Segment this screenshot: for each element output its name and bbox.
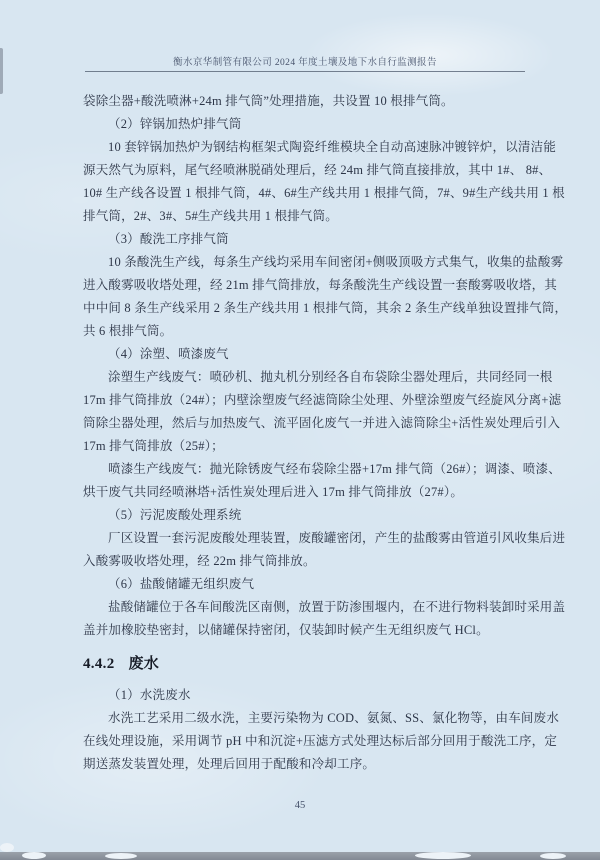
text-line: 入酸雾吸收塔处理，经 22m 排气筒排放。: [83, 554, 316, 568]
scan-edge-bottom: [0, 852, 600, 860]
scan-spot: [105, 853, 137, 859]
text-line: 在线处理设施，采用调节 pH 中和沉淀+压滤方式处理达标后部分回用于酸洗工序，定: [83, 734, 558, 748]
text-line: 水洗工艺采用二级水洗，主要污染物为 COD、氨氮、SS、氯化物等，由车间废水: [108, 711, 560, 725]
text-line: （1）水洗废水: [108, 688, 191, 702]
section-heading: [83, 652, 530, 676]
text-line: 10 条酸洗生产线，每条生产线均采用车间密闭+侧吸顶吸方式集气，收集的盐酸雾: [108, 255, 564, 269]
text-line: 源天然气为原料，尾气经喷淋脱硝处理后，经 24m 排气筒直接排放，其中 1#、 8#、: [83, 163, 552, 177]
page-header-title: 衡水京华制管有限公司 2024 年度土壤及地下水自行监测报告: [173, 58, 437, 68]
text-line: （2）锌锅加热炉排气筒: [108, 117, 242, 131]
text-line: 10 套锌锅加热炉为钢结构框架式陶瓷纤维模块全自动高速脉冲镀锌炉，以清洁能: [108, 140, 557, 154]
text-line: 期送蒸发装置处理，处理后回用于配酸和冷却工序。: [83, 757, 376, 771]
section-heading-label: 废水: [128, 655, 160, 672]
page-number: 45: [294, 800, 306, 811]
text-line: 17m 排气筒排放（25#）；: [83, 439, 224, 453]
text-line: 烘干废气共同经喷淋塔+活性炭处理后进入 17m 排气筒排放（27#）。: [83, 485, 464, 499]
scan-spot: [22, 852, 46, 859]
text-line: （5）污泥废酸处理系统: [108, 508, 242, 522]
scan-spot: [415, 852, 471, 859]
scan-spot: [0, 843, 14, 852]
text-line: 厂区设置一套污泥废酸处理装置，废酸罐密闭，产生的盐酸雾由管道引风收集后进: [108, 531, 566, 545]
text-line: 盐酸储罐位于各车间酸洗区南侧，放置于防渗围堰内，在不进行物料装卸时采用盖: [108, 600, 566, 614]
section-heading-number: 4.4.2: [83, 656, 115, 672]
text-line: （6）盐酸储罐无组织废气: [108, 577, 255, 591]
document-body: [83, 90, 568, 776]
text-line: 17m 排气筒排放（24#）；内壁涂塑废气经滤筒除尘处理、外壁涂塑废气经旋风分离+滤: [83, 393, 562, 407]
text-line: 排气筒，2#、3#、5#生产线共用 1 根排气筒。: [83, 209, 339, 223]
text-line: 共 6 根排气筒。: [83, 324, 173, 338]
text-line: 涂塑生产线废气：喷砂机、抛丸机分别经各自布袋除尘器处理后，共同经同一根: [108, 370, 553, 384]
header-rule-line: [85, 71, 525, 72]
scan-spot: [540, 853, 566, 859]
text-line: （4）涂塑、喷漆废气: [108, 347, 229, 361]
text-line: 中中间 8 条生产线采用 2 条生产线共用 1 根排气筒，其余 2 条生产线单独设置排气筒，: [83, 301, 568, 315]
text-line: 袋除尘器+酸洗喷淋+24m 排气筒”处理措施，共设置 10 根排气筒。: [83, 94, 454, 108]
text-line: 盖并加橡胶垫密封，以储罐保持密闭，仅装卸时候产生无组织废气 HCl。: [83, 623, 489, 637]
text-line: 筒除尘器处理，然后与加热废气、流平固化废气一并进入滤筒除尘+活性炭处理后引入: [83, 416, 561, 430]
scan-smudge-left: [0, 48, 3, 94]
text-line: 进入酸雾吸收塔处理，经 21m 排气筒排放，每条酸洗生产线设置一套酸雾吸收塔，其: [83, 278, 557, 292]
text-line: 10# 生产线各设置 1 根排气筒，4#、6#生产线共用 1 根排气筒，7#、9#生产线共用 1 根: [83, 186, 565, 200]
text-line: （3）酸洗工序排气筒: [108, 232, 229, 246]
text-line: 喷漆生产线废气：抛光除锈废气经布袋除尘器+17m 排气筒（26#）；调漆、喷漆、: [108, 462, 561, 476]
